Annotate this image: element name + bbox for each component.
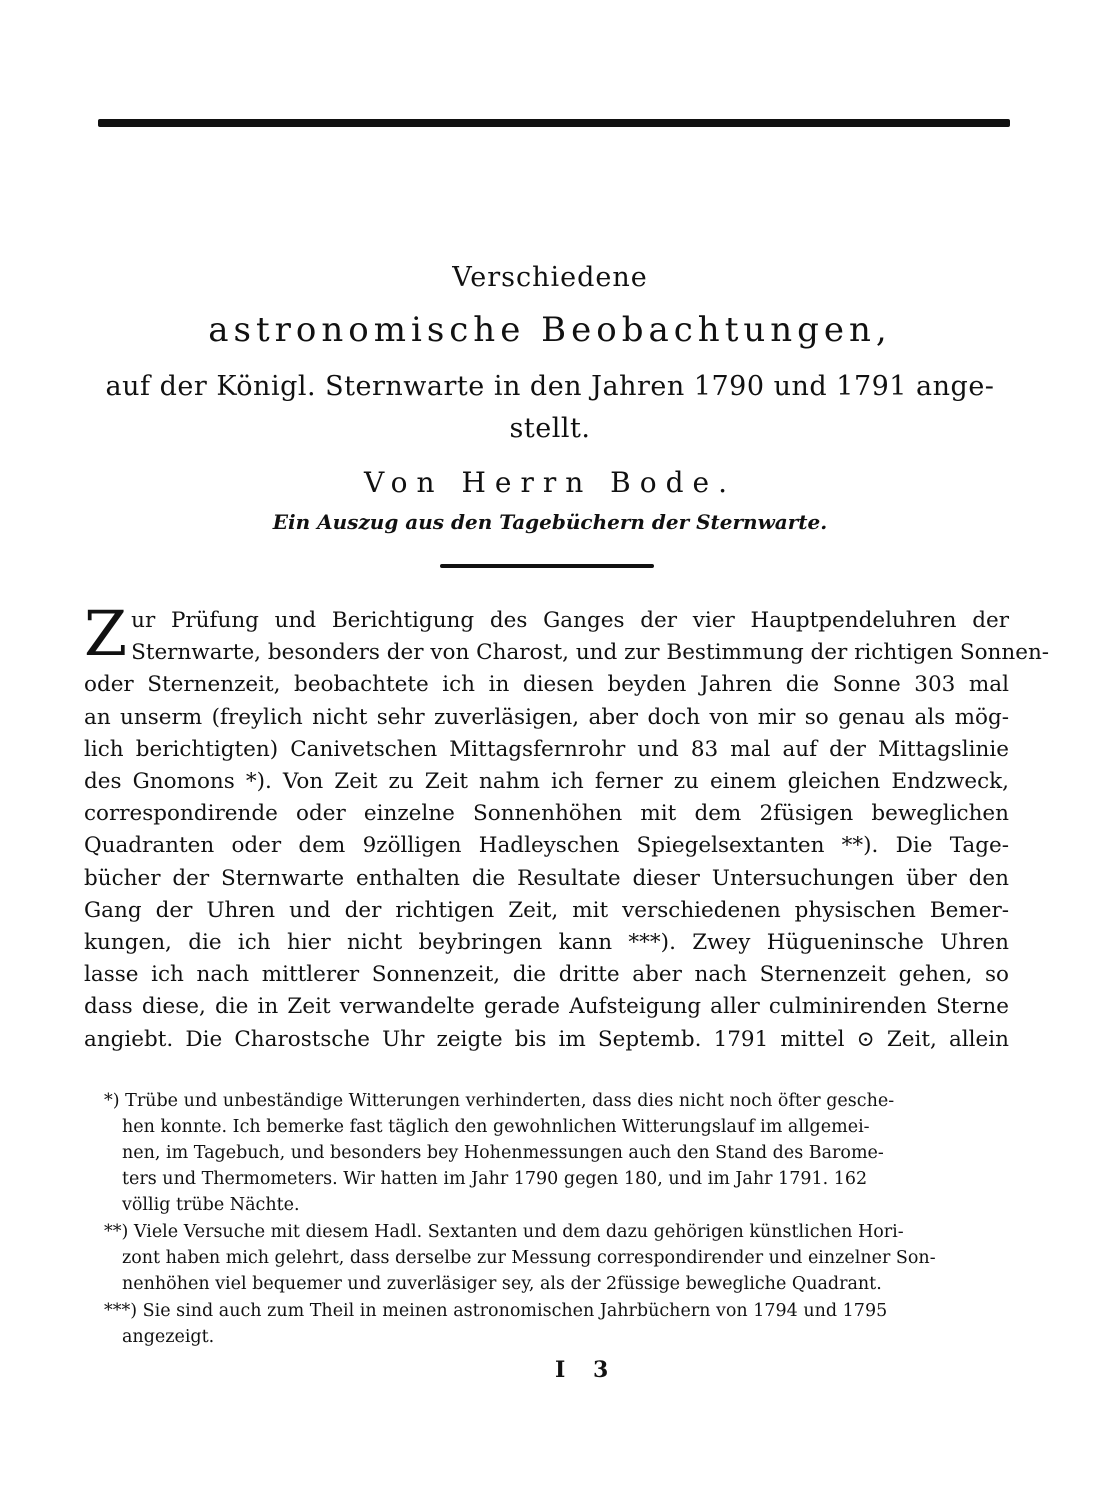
footnote-1 bbox=[104, 1088, 1004, 1218]
body-line: Sternwarte, besonders der von Charost, und zur Bestimmung der richtigen Sonnen- bbox=[131, 640, 1050, 666]
footnote-line: völlig trübe Nächte. bbox=[122, 1195, 300, 1215]
page-number: I 3 bbox=[555, 1357, 619, 1383]
body-line: ur Prüfung und Berichtigung des Ganges der vier Hauptpendeluhren der bbox=[131, 608, 1009, 633]
body-line: oder Sternenzeit, beobachtete ich in diesen beyden Jahren die Sonne 303 mal bbox=[84, 672, 1009, 698]
footnote-line: nenhöhen viel bequemer und zuverläsiger sey, als der 2füssige bewegliche Quadrant. bbox=[122, 1274, 882, 1294]
body-line-last: angiebt. Die Charostsche Uhr zeigte bis im Septemb. 1791 mittel ⊙ Zeit, allein bbox=[84, 1026, 1009, 1052]
body-line: Gang der Uhren und der richtigen Zeit, mit verschiedenen physischen Bemer- bbox=[84, 897, 1009, 923]
footnote-line: *) Trübe und unbeständige Witterungen verhinderten, dass dies nicht noch öfter gesche- bbox=[104, 1091, 895, 1111]
body-line: bücher der Sternwarte enthalten die Resultate dieser Untersuchungen über den bbox=[84, 865, 1009, 891]
footnotes bbox=[104, 1088, 1004, 1351]
footnote-line: ters und Thermometers. Wir hatten im Jahr 1790 gegen 180, und im Jahr 1791. 162 bbox=[122, 1169, 868, 1189]
footnote-line: ***) Sie sind auch zum Theil in meinen astronomischen Jahrbüchern von 1794 und 1795 bbox=[104, 1301, 888, 1321]
footnote-line: nen, im Tagebuch, und besonders bey Hohenmessungen auch den Stand des Barome- bbox=[122, 1143, 884, 1163]
top-rule bbox=[98, 119, 1010, 127]
body-line: an unserm (freylich nicht sehr zuverläsigen, aber doch von mir so genau als mög- bbox=[84, 704, 1009, 730]
subtitle-line: Ein Auszug aus den Tagebüchern der Sternwarte. bbox=[272, 510, 828, 534]
body-line: correspondirende oder einzelne Sonnenhöhen mit dem 2füsigen beweglichen bbox=[84, 801, 1009, 827]
divider-rule bbox=[440, 564, 654, 568]
footnote-line: zont haben mich gelehrt, dass derselbe zur Messung correspondirender und einzelner Son- bbox=[122, 1248, 936, 1268]
footnote-2 bbox=[104, 1219, 1004, 1297]
body-line: des Gnomons *). Von Zeit zu Zeit nahm ich ferner zu einem gleichen Endzweck, bbox=[84, 769, 1009, 795]
author-line: Von Herrn Bode. bbox=[364, 466, 736, 499]
title-line-3 bbox=[80, 366, 1020, 450]
footnote-line: **) Viele Versuche mit diesem Hadl. Sextanten und dem dazu gehörigen künstlichen Hori- bbox=[104, 1222, 904, 1242]
title-line-1: Verschiedene bbox=[452, 262, 648, 293]
body-paragraph bbox=[84, 597, 1050, 1056]
footnote-line: angezeigt. bbox=[122, 1327, 215, 1347]
body-line: kungen, die ich hier nicht beybringen kann ***). Zwey Hügueninsche Uhren bbox=[84, 930, 1009, 956]
body-line: dass diese, die in Zeit verwandelte gerade Aufsteigung aller culminirenden Sterne bbox=[84, 994, 1009, 1020]
title-line-3a: auf der Königl. Sternwarte in den Jahren 1790 und 1791 ange- bbox=[105, 371, 995, 402]
body-line: Quadranten oder dem 9zölligen Hadleyschen Spiegelsextanten **). Die Tage- bbox=[84, 833, 1009, 859]
body-line: lasse ich nach mittlerer Sonnenzeit, die dritte aber nach Sternenzeit gehen, so bbox=[84, 962, 1009, 988]
footnote-line: hen konnte. Ich bemerke fast täglich den gewohnlichen Witterungslauf im allgemei- bbox=[122, 1117, 870, 1137]
title-line-3b: stellt. bbox=[509, 413, 591, 444]
footnote-3 bbox=[104, 1298, 1004, 1350]
title-line-2: astronomische Beobachtungen, bbox=[208, 310, 892, 350]
body-line: lich berichtigten) Canivetschen Mittagsfernrohr und 83 mal auf der Mittagslinie bbox=[84, 736, 1009, 762]
drop-cap: Z bbox=[84, 597, 128, 670]
